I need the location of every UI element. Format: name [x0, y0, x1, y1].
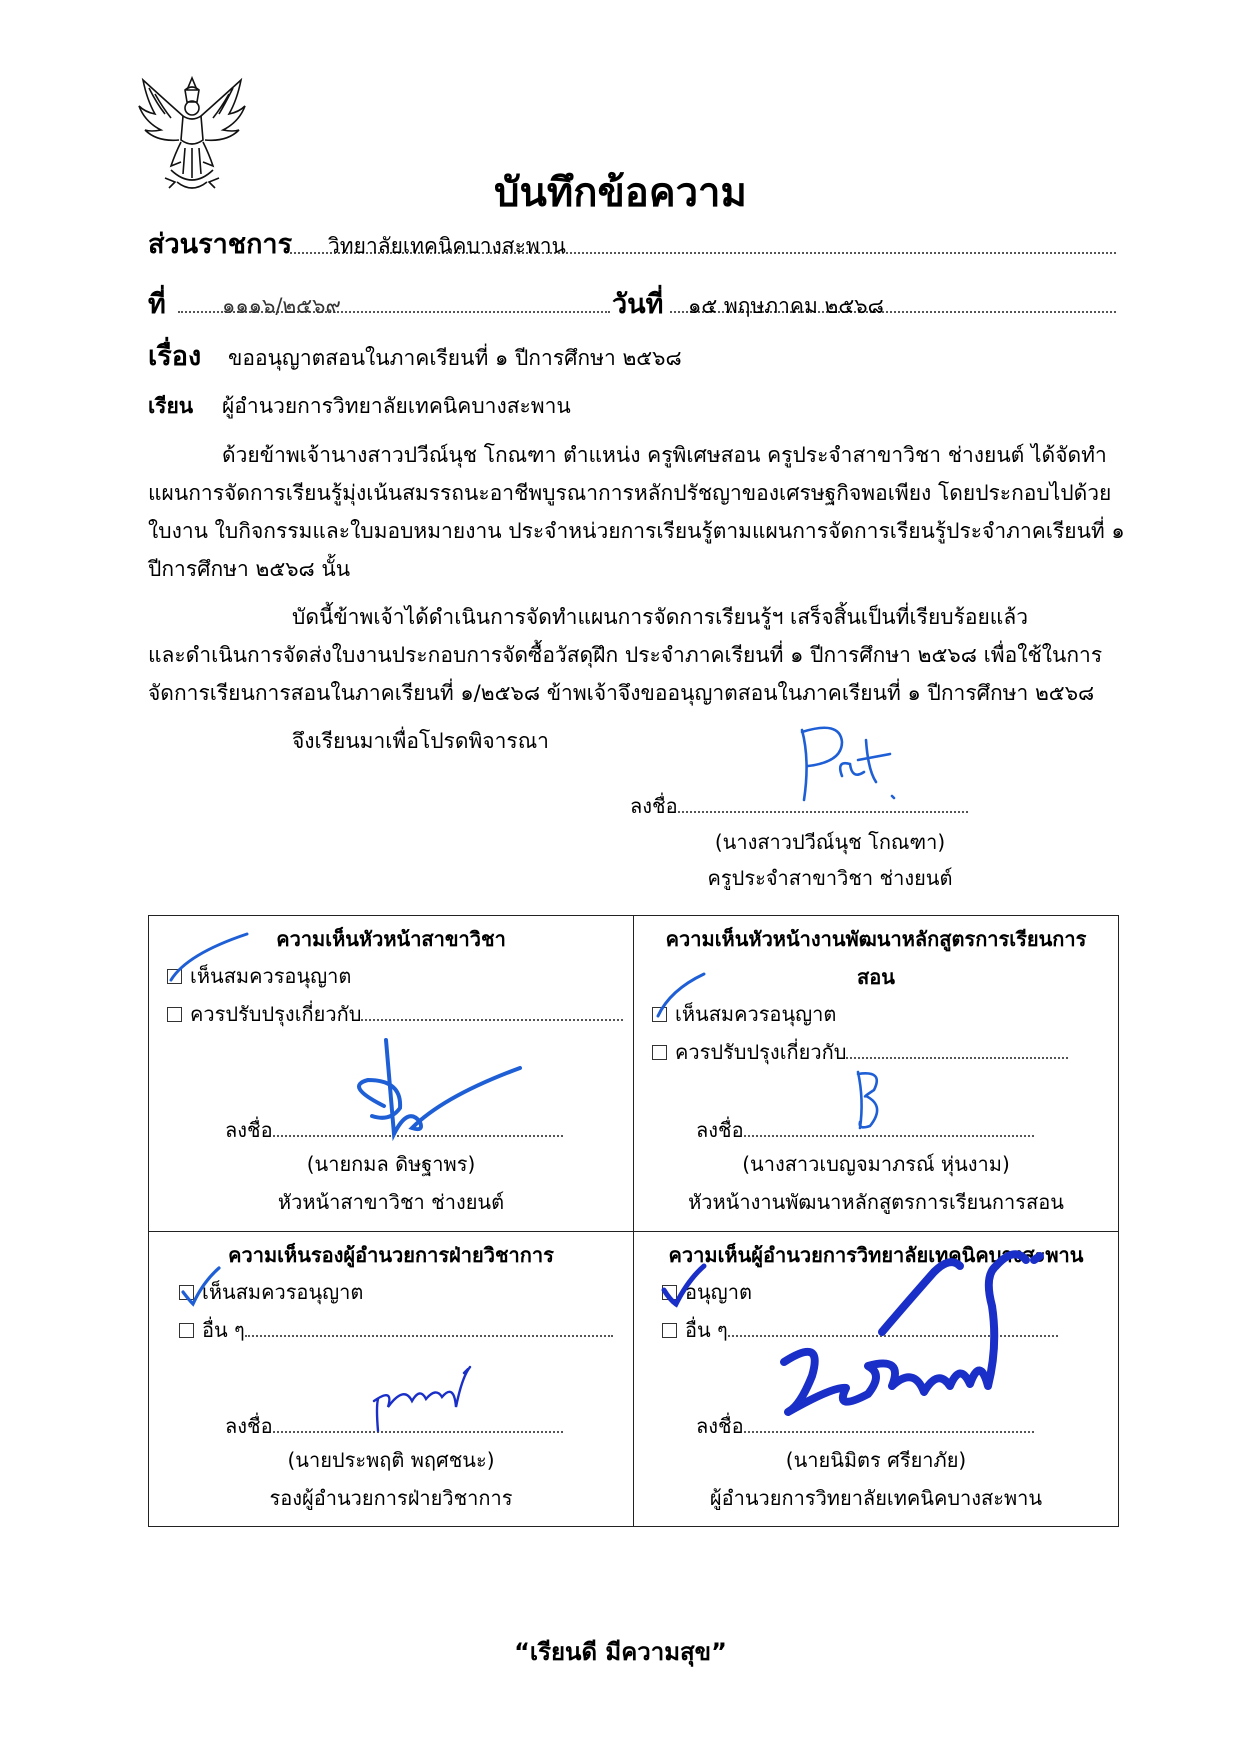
dept-head-position: หัวหน้าสาขาวิชา ช่างยนต์ — [277, 1190, 505, 1214]
director-position: ผู้อำนวยการวิทยาลัยเทคนิคบางสะพาน — [709, 1486, 1043, 1510]
curriculum-head-sign-line: ลงชื่อ — [696, 1114, 1034, 1146]
date-value: ๑๕ พฤษภาคม ๒๕๖๘ — [688, 294, 884, 318]
subject-value: ขออนุญาตสอนในภาคเรียนที่ ๑ ปีการศึกษา ๒๕๖๘ — [228, 346, 682, 370]
agency-label: ส่วนราชการ — [148, 229, 293, 260]
para1-line4: ปีการศึกษา ๒๕๖๘ นั้น — [148, 557, 351, 581]
curriculum-head-heading-line1: ความเห็นหัวหน้างานพัฒนาหลักสูตรการเรียนการ — [665, 927, 1087, 951]
para1-line2: แผนการจัดการเรียนรู้มุ่งเน้นสมรรถนะอาชีพบูรณาการหลักปรัชญาของเศรษฐกิจพอเพียง โดยประกอบไปด้วย — [148, 481, 1112, 505]
para1-line3: ใบงาน ใบกิจกรรมและใบมอบหมายงาน ประจำหน่วยการเรียนรู้ตามแผนการจัดการเรียนรู้ประจำภาคเรียนที่ ๑ — [148, 519, 1125, 543]
curriculum-head-heading-line2: สอน — [857, 965, 895, 989]
closing-text: จึงเรียนมาเพื่อโปรดพิจารณา — [292, 729, 549, 753]
para2-line3: จัดการเรียนการสอนในภาคเรียนที่ ๑/๒๕๖๘ ข้าพเจ้าจึงขออนุญาตสอนในภาคเรียนที่ ๑ ปีการศึกษา ๒๕๖๘ — [148, 681, 1095, 705]
checkbox[interactable] — [179, 1323, 194, 1338]
deputy-signature — [364, 1357, 484, 1442]
memo-title: บันทึกข้อความ — [494, 170, 747, 216]
para1-line1: ด้วยข้าพเจ้านางสาวปวีณ์นุช โกณฑา ตำแหน่ง ครูพิเศษสอน ครูประจำสาขาวิชา ช่างยนต์ ได้จัดทำ — [222, 443, 1107, 467]
dept-head-signature — [324, 1036, 524, 1151]
dept-head-heading: ความเห็นหัวหน้าสาขาวิชา — [276, 927, 506, 951]
agency-value: วิทยาลัยเทคนิคบางสะพาน — [328, 234, 566, 258]
dept-head-checkmark — [159, 926, 249, 991]
curriculum-head-option-approve[interactable]: เห็นสมควรอนุญาต — [652, 998, 836, 1030]
to-value: ผู้อำนวยการวิทยาลัยเทคนิคบางสะพาน — [222, 394, 571, 418]
deputy-checkmark — [177, 1262, 237, 1313]
date-label: วันที่ — [612, 289, 664, 320]
author-name: (นางสาวปวีณ์นุช โกณฑา) — [714, 830, 946, 854]
curriculum-head-position: หัวหน้างานพัฒนาหลักสูตรการเรียนการสอน — [688, 1190, 1064, 1214]
curriculum-head-signature — [844, 1066, 894, 1141]
checkbox[interactable] — [167, 1007, 182, 1022]
checkbox[interactable] — [652, 1045, 667, 1060]
approval-table — [148, 915, 1119, 1527]
dept-head-option-approve[interactable]: เห็นสมควรอนุญาต — [167, 960, 351, 992]
director-cell — [634, 1232, 1119, 1527]
deputy-position: รองผู้อำนวยการฝ่ายวิชาการ — [269, 1486, 513, 1510]
para2-line2: และดำเนินการจัดส่งใบงานประกอบการจัดซื้อวัสดุฝึก ประจำภาคเรียนที่ ๑ ปีการศึกษา ๒๕๖๘ เพื่อใช้ในการ — [148, 643, 1103, 667]
deputy-heading: ความเห็นรองผู้อำนวยการฝ่ายวิชาการ — [228, 1243, 554, 1267]
footer-motto: “เรียนดี มีความสุข” — [514, 1638, 727, 1666]
director-heading: ความเห็นผู้อำนวยการวิทยาลัยเทคนิคบางสะพาน — [668, 1243, 1084, 1267]
director-name: (นายนิมิตร ศรียาภัย) — [785, 1448, 967, 1472]
curriculum-head-name: (นางสาวเบญจมาภรณ์ หุ่นงาม) — [742, 1152, 1010, 1176]
curriculum-head-cell — [634, 916, 1119, 1232]
dept-head-cell — [149, 916, 634, 1232]
dept-head-name: (นายกมล ดิษฐาพร) — [306, 1152, 476, 1176]
ref-value: ๑๑๑๖/๒๕๖๙ — [222, 294, 341, 318]
dept-head-option-improve[interactable]: ควรปรับปรุงเกี่ยวกับ — [167, 998, 623, 1030]
director-option-other[interactable]: อื่น ๆ — [662, 1314, 1058, 1346]
deputy-name: (นายประพฤติ พฤศชนะ) — [287, 1448, 495, 1472]
to-label: เรียน — [148, 394, 194, 418]
para2-line1: บัดนี้ข้าพเจ้าได้ดำเนินการจัดทำแผนการจัดการเรียนรู้ฯ เสร็จสิ้นเป็นที่เรียบร้อยแล้ว — [292, 605, 1028, 629]
author-signature — [780, 720, 910, 814]
director-sign-line: ลงชื่อ — [696, 1410, 1034, 1442]
checkbox[interactable] — [662, 1323, 677, 1338]
curriculum-head-option-improve[interactable]: ควรปรับปรุงเกี่ยวกับ — [652, 1036, 1068, 1068]
author-position: ครูประจำสาขาวิชา ช่างยนต์ — [707, 866, 953, 890]
ref-label: ที่ — [148, 289, 166, 320]
curriculum-head-checkmark — [644, 966, 724, 1027]
dept-head-sign-line: ลงชื่อ — [225, 1114, 563, 1146]
author-sign-label: ลงชื่อ — [630, 794, 678, 818]
subject-label: เรื่อง — [148, 341, 202, 372]
deputy-option-approve[interactable]: เห็นสมควรอนุญาต — [179, 1276, 363, 1308]
deputy-option-other[interactable]: อื่น ๆ — [179, 1314, 613, 1346]
director-checkmark — [658, 1262, 718, 1313]
director-option-approve[interactable]: อนุญาต — [662, 1276, 752, 1308]
deputy-sign-line: ลงชื่อ — [225, 1410, 563, 1442]
deputy-cell — [149, 1232, 634, 1527]
